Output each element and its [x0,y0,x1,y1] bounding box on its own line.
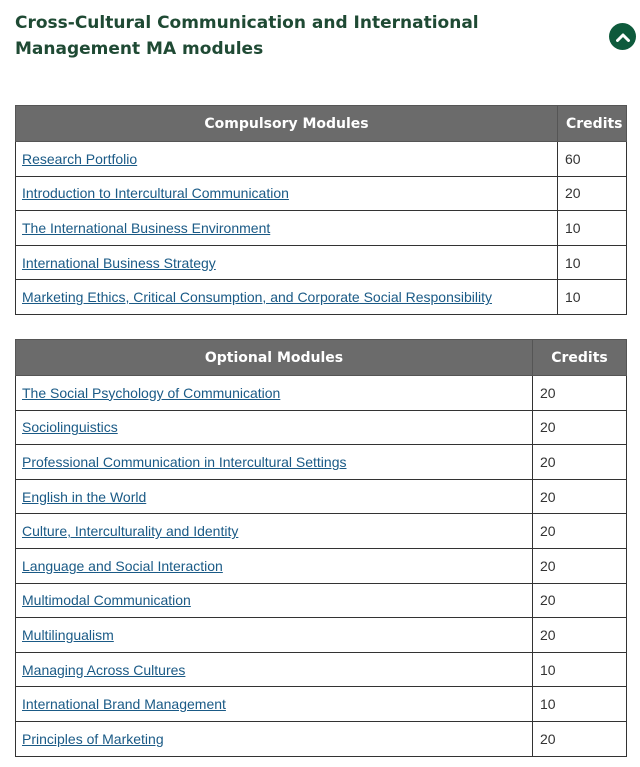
credits-cell: 10 [533,652,627,687]
module-cell [16,514,533,549]
module-link[interactable]: Language and Social Interaction [22,557,223,574]
credits-cell: 20 [533,410,627,445]
module-cell [16,142,558,177]
table-row [16,376,627,411]
module-cell [16,376,533,411]
credits-cell: 20 [533,721,627,756]
collapse-toggle-button[interactable] [609,23,636,50]
module-link[interactable]: Sociolinguistics [22,419,118,436]
table-row [16,211,627,246]
page-title: Cross-Cultural Communication and International Management MA modules [15,13,479,59]
module-cell [16,445,533,480]
credits-cell: 20 [533,445,627,480]
credits-cell: 20 [533,514,627,549]
accordion-header[interactable] [15,10,575,62]
credits-cell: 10 [558,211,627,246]
module-cell [16,410,533,445]
table-row [16,618,627,653]
module-link[interactable]: English in the World [22,488,147,505]
compulsory-modules-table [15,105,627,315]
optional-modules-table [15,339,627,757]
credits-cell: 20 [558,176,627,211]
credits-cell: 20 [533,583,627,618]
module-cell [16,280,558,315]
module-cell [16,583,533,618]
module-cell [16,618,533,653]
module-link[interactable]: International Business Strategy [22,254,216,271]
table-row [16,245,627,280]
credits-cell: 10 [558,245,627,280]
table-row [16,479,627,514]
module-link[interactable]: Research Portfolio [22,150,138,167]
table-row [16,445,627,480]
table-row [16,142,627,177]
module-link[interactable]: Multilingualism [22,626,114,643]
chevron-up-icon [616,32,630,42]
credits-cell: 60 [558,142,627,177]
table-row [16,514,627,549]
table-row [16,721,627,756]
credits-cell: 10 [533,687,627,722]
credits-cell: 20 [533,479,627,514]
module-cell [16,721,533,756]
module-cell [16,479,533,514]
module-link[interactable]: Multimodal Communication [22,592,191,609]
credits-cell: 20 [533,548,627,583]
table-header-row [16,340,627,376]
column-header-module: Optional Modules [16,340,533,376]
credits-cell: 10 [558,280,627,315]
credits-cell: 20 [533,376,627,411]
table-row [16,280,627,315]
table-row [16,583,627,618]
module-link[interactable]: The Social Psychology of Communication [22,384,281,401]
column-header-credits: Credits [533,340,627,376]
module-link[interactable]: Managing Across Cultures [22,661,186,678]
module-link[interactable]: International Brand Management [22,696,226,713]
module-cell [16,548,533,583]
table-header-row [16,106,627,142]
module-link[interactable]: Professional Communication in Intercultural Settings [22,453,347,470]
module-link[interactable]: Principles of Marketing [22,730,164,747]
table-row [16,548,627,583]
module-cell [16,211,558,246]
credits-cell: 20 [533,618,627,653]
module-cell [16,245,558,280]
column-header-credits: Credits [558,106,627,142]
module-cell [16,687,533,722]
module-cell [16,652,533,687]
module-link[interactable]: The International Business Environment [22,219,271,236]
table-row [16,652,627,687]
table-row [16,687,627,722]
table-row [16,176,627,211]
module-link[interactable]: Introduction to Intercultural Communication [22,185,289,202]
table-row [16,410,627,445]
module-cell [16,176,558,211]
module-link[interactable]: Culture, Interculturality and Identity [22,523,239,540]
module-link[interactable]: Marketing Ethics, Critical Consumption, and Corporate Social Responsibility [22,289,492,306]
column-header-module: Compulsory Modules [16,106,558,142]
